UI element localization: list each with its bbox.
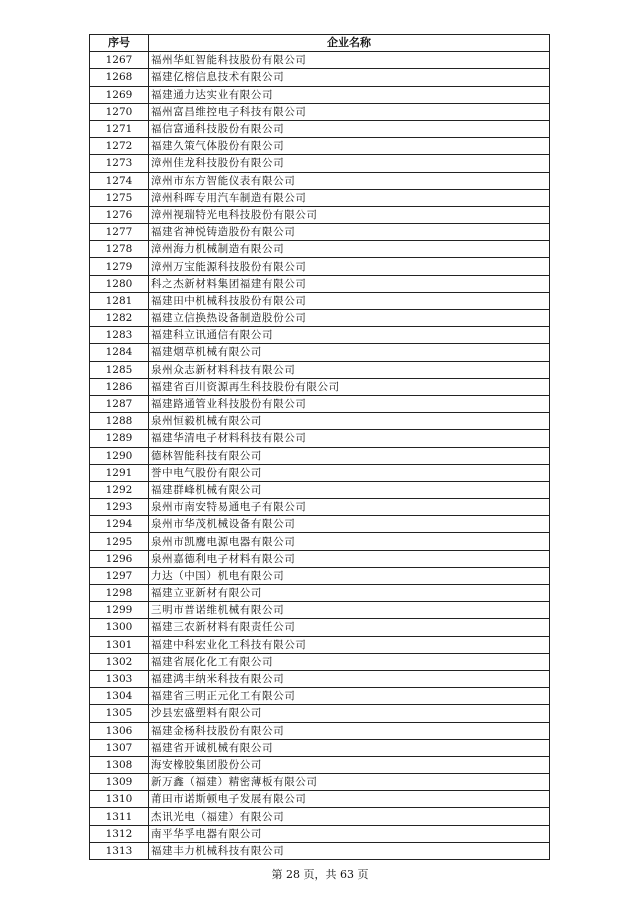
company-name-cell: 泉州众志新材料科技有限公司 bbox=[149, 361, 550, 378]
company-name-cell: 福州富昌维控电子科技有限公司 bbox=[149, 103, 550, 120]
table-row bbox=[90, 791, 550, 808]
company-name-cell: 福建金杨科技股份有限公司 bbox=[149, 722, 550, 739]
company-name-cell: 泉州市南安特易通电子有限公司 bbox=[149, 499, 550, 516]
table-row bbox=[90, 361, 550, 378]
row-number-cell: 1310 bbox=[90, 791, 149, 808]
row-number-cell: 1301 bbox=[90, 636, 149, 653]
row-number-cell: 1280 bbox=[90, 275, 149, 292]
company-name-cell: 南平华孚电器有限公司 bbox=[149, 825, 550, 842]
table-row bbox=[90, 310, 550, 327]
company-name-cell: 福建科立讯通信有限公司 bbox=[149, 327, 550, 344]
company-name-cell: 科之杰新材料集团福建有限公司 bbox=[149, 275, 550, 292]
table-row bbox=[90, 430, 550, 447]
company-name-cell: 福州华虹智能科技股份有限公司 bbox=[149, 52, 550, 69]
table-row bbox=[90, 602, 550, 619]
row-number-cell: 1289 bbox=[90, 430, 149, 447]
row-number-cell: 1286 bbox=[90, 378, 149, 395]
table-row bbox=[90, 86, 550, 103]
company-name-cell: 力达（中国）机电有限公司 bbox=[149, 567, 550, 584]
row-number-cell: 1278 bbox=[90, 241, 149, 258]
company-name-cell: 福建省百川资源再生科技股份有限公司 bbox=[149, 378, 550, 395]
row-number-cell: 1303 bbox=[90, 670, 149, 687]
row-number-cell: 1275 bbox=[90, 189, 149, 206]
table-row bbox=[90, 224, 550, 241]
company-name-cell: 泉州市华茂机械设备有限公司 bbox=[149, 516, 550, 533]
table-row bbox=[90, 275, 550, 292]
company-name-cell: 莆田市诺斯顿电子发展有限公司 bbox=[149, 791, 550, 808]
company-name-cell: 泉州恒毅机械有限公司 bbox=[149, 413, 550, 430]
row-number-cell: 1285 bbox=[90, 361, 149, 378]
company-name-cell: 福建路通管业科技股份有限公司 bbox=[149, 395, 550, 412]
company-name-cell: 福建省三明正元化工有限公司 bbox=[149, 688, 550, 705]
company-name-cell: 福建烟草机械有限公司 bbox=[149, 344, 550, 361]
company-name-cell: 福建久策气体股份有限公司 bbox=[149, 138, 550, 155]
table-row bbox=[90, 619, 550, 636]
table-row bbox=[90, 52, 550, 69]
table-row bbox=[90, 447, 550, 464]
company-name-cell: 誉中电气股份有限公司 bbox=[149, 464, 550, 481]
table-row bbox=[90, 567, 550, 584]
row-number-cell: 1276 bbox=[90, 206, 149, 223]
company-name-cell: 福建鸿丰纳米科技有限公司 bbox=[149, 670, 550, 687]
company-name-cell: 漳州市东方智能仪表有限公司 bbox=[149, 172, 550, 189]
row-number-cell: 1295 bbox=[90, 533, 149, 550]
row-number-cell: 1312 bbox=[90, 825, 149, 842]
company-name-cell: 福建华清电子材料科技有限公司 bbox=[149, 430, 550, 447]
table-row bbox=[90, 722, 550, 739]
column-header-no: 序号 bbox=[90, 35, 149, 52]
company-name-cell: 福建省展化化工有限公司 bbox=[149, 653, 550, 670]
table-row bbox=[90, 378, 550, 395]
company-name-cell: 漳州视瑞特光电科技股份有限公司 bbox=[149, 206, 550, 223]
table-row bbox=[90, 550, 550, 567]
table-row bbox=[90, 739, 550, 756]
row-number-cell: 1293 bbox=[90, 499, 149, 516]
table-row bbox=[90, 464, 550, 481]
table-row bbox=[90, 808, 550, 825]
table-row bbox=[90, 688, 550, 705]
row-number-cell: 1305 bbox=[90, 705, 149, 722]
row-number-cell: 1302 bbox=[90, 653, 149, 670]
row-number-cell: 1309 bbox=[90, 774, 149, 791]
row-number-cell: 1292 bbox=[90, 481, 149, 498]
company-name-cell: 福建丰力机械科技有限公司 bbox=[149, 842, 550, 859]
row-number-cell: 1311 bbox=[90, 808, 149, 825]
table-row bbox=[90, 138, 550, 155]
row-number-cell: 1271 bbox=[90, 120, 149, 137]
company-name-cell: 漳州科晖专用汽车制造有限公司 bbox=[149, 189, 550, 206]
table-row bbox=[90, 499, 550, 516]
company-name-cell: 福建省开诚机械有限公司 bbox=[149, 739, 550, 756]
company-name-cell: 新万鑫（福建）精密薄板有限公司 bbox=[149, 774, 550, 791]
row-number-cell: 1270 bbox=[90, 103, 149, 120]
table-row bbox=[90, 172, 550, 189]
company-name-cell: 沙县宏盛塑料有限公司 bbox=[149, 705, 550, 722]
row-number-cell: 1274 bbox=[90, 172, 149, 189]
company-name-cell: 漳州佳龙科技股份有限公司 bbox=[149, 155, 550, 172]
enterprise-table bbox=[89, 34, 550, 860]
row-number-cell: 1304 bbox=[90, 688, 149, 705]
row-number-cell: 1306 bbox=[90, 722, 149, 739]
table-row bbox=[90, 120, 550, 137]
table-row bbox=[90, 189, 550, 206]
row-number-cell: 1277 bbox=[90, 224, 149, 241]
row-number-cell: 1313 bbox=[90, 842, 149, 859]
row-number-cell: 1283 bbox=[90, 327, 149, 344]
table-header-row bbox=[90, 35, 550, 52]
row-number-cell: 1296 bbox=[90, 550, 149, 567]
row-number-cell: 1299 bbox=[90, 602, 149, 619]
company-name-cell: 泉州市凯鹰电源电器有限公司 bbox=[149, 533, 550, 550]
table-row bbox=[90, 705, 550, 722]
table-row bbox=[90, 241, 550, 258]
row-number-cell: 1272 bbox=[90, 138, 149, 155]
table-row bbox=[90, 413, 550, 430]
company-name-cell: 福建田中机械科技股份有限公司 bbox=[149, 292, 550, 309]
row-number-cell: 1268 bbox=[90, 69, 149, 86]
table-row bbox=[90, 774, 550, 791]
table-row bbox=[90, 292, 550, 309]
company-name-cell: 三明市普诺维机械有限公司 bbox=[149, 602, 550, 619]
row-number-cell: 1290 bbox=[90, 447, 149, 464]
row-number-cell: 1284 bbox=[90, 344, 149, 361]
company-name-cell: 泉州嘉德利电子材料有限公司 bbox=[149, 550, 550, 567]
row-number-cell: 1307 bbox=[90, 739, 149, 756]
row-number-cell: 1308 bbox=[90, 756, 149, 773]
table-row bbox=[90, 533, 550, 550]
row-number-cell: 1273 bbox=[90, 155, 149, 172]
row-number-cell: 1294 bbox=[90, 516, 149, 533]
row-number-cell: 1267 bbox=[90, 52, 149, 69]
row-number-cell: 1287 bbox=[90, 395, 149, 412]
company-name-cell: 漳州万宝能源科技股份有限公司 bbox=[149, 258, 550, 275]
table-row bbox=[90, 825, 550, 842]
column-header-name: 企业名称 bbox=[149, 35, 550, 52]
table-row bbox=[90, 69, 550, 86]
company-name-cell: 福建亿榕信息技术有限公司 bbox=[149, 69, 550, 86]
table-row bbox=[90, 481, 550, 498]
table-row bbox=[90, 756, 550, 773]
table-row bbox=[90, 653, 550, 670]
company-name-cell: 福建群峰机械有限公司 bbox=[149, 481, 550, 498]
table-row bbox=[90, 155, 550, 172]
table-row bbox=[90, 206, 550, 223]
company-name-cell: 福建通力达实业有限公司 bbox=[149, 86, 550, 103]
company-name-cell: 福建三农新材料有限责任公司 bbox=[149, 619, 550, 636]
row-number-cell: 1298 bbox=[90, 585, 149, 602]
company-name-cell: 福建立亚新材有限公司 bbox=[149, 585, 550, 602]
row-number-cell: 1297 bbox=[90, 567, 149, 584]
table-row bbox=[90, 103, 550, 120]
company-name-cell: 福建省神悦铸造股份有限公司 bbox=[149, 224, 550, 241]
table-row bbox=[90, 670, 550, 687]
table-body bbox=[90, 52, 550, 860]
table-row bbox=[90, 842, 550, 859]
company-name-cell: 福信富通科技股份有限公司 bbox=[149, 120, 550, 137]
company-name-cell: 杰讯光电（福建）有限公司 bbox=[149, 808, 550, 825]
company-name-cell: 福建立信换热设备制造股份公司 bbox=[149, 310, 550, 327]
company-name-cell: 福建中科宏业化工科技有限公司 bbox=[149, 636, 550, 653]
row-number-cell: 1300 bbox=[90, 619, 149, 636]
company-name-cell: 海安橡胶集团股份公司 bbox=[149, 756, 550, 773]
company-name-cell: 漳州海力机械制造有限公司 bbox=[149, 241, 550, 258]
row-number-cell: 1279 bbox=[90, 258, 149, 275]
row-number-cell: 1281 bbox=[90, 292, 149, 309]
table-row bbox=[90, 585, 550, 602]
row-number-cell: 1288 bbox=[90, 413, 149, 430]
row-number-cell: 1269 bbox=[90, 86, 149, 103]
table-row bbox=[90, 258, 550, 275]
table-row bbox=[90, 344, 550, 361]
table-row bbox=[90, 327, 550, 344]
table-row bbox=[90, 516, 550, 533]
row-number-cell: 1291 bbox=[90, 464, 149, 481]
table-row bbox=[90, 395, 550, 412]
row-number-cell: 1282 bbox=[90, 310, 149, 327]
table-row bbox=[90, 636, 550, 653]
page-footer: 第 28 页，共 63 页 bbox=[271, 868, 369, 881]
company-name-cell: 德林智能科技有限公司 bbox=[149, 447, 550, 464]
